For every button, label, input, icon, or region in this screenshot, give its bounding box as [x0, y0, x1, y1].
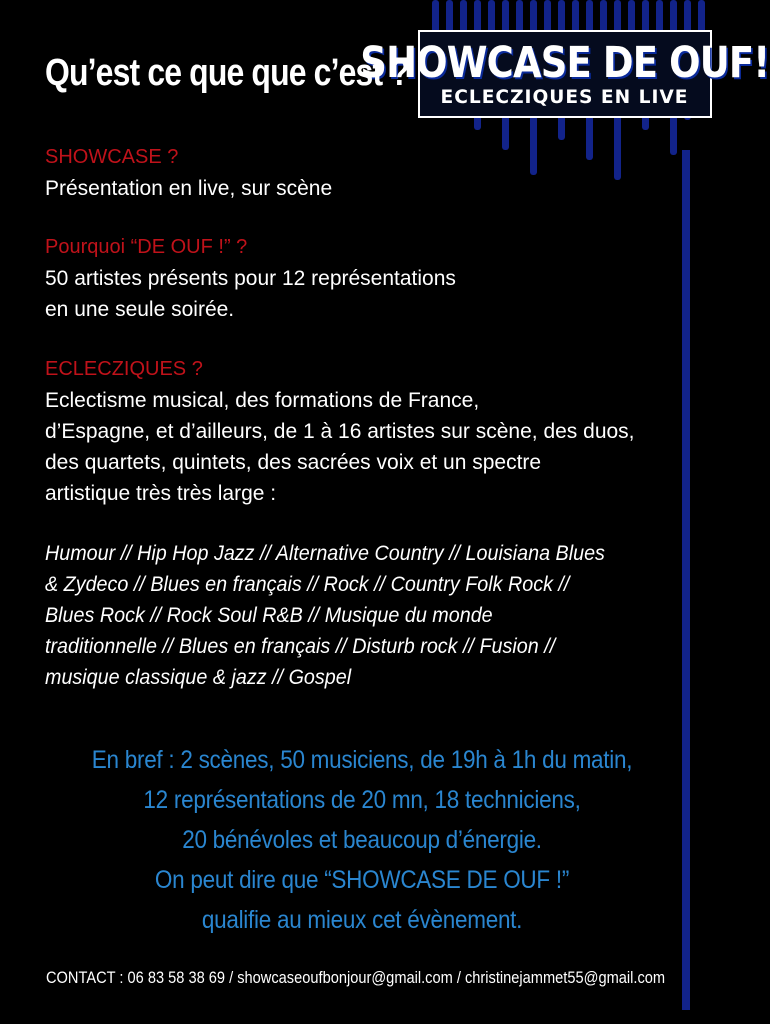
summary-line: On peut dire que “SHOWCASE DE OUF !” — [154, 866, 570, 894]
section-question: Pourquoi “DE OUF !” ? — [45, 236, 248, 258]
logo-subtitle: ECLECZIQUES EN LIVE — [441, 86, 689, 108]
summary — [0, 740, 724, 940]
logo-title: SHOWCASE DE OUF! — [360, 38, 770, 88]
section-answer-line: des quartets, quintets, des sacrées voix et un spectre — [45, 451, 542, 474]
page-title: Qu’est ce que que c’est ? — [45, 52, 409, 94]
section-answer-line: en une seule soirée. — [45, 298, 235, 321]
section-question: SHOWCASE ? — [45, 146, 179, 168]
genre-list — [45, 538, 618, 693]
section-answer-line: d’Espagne, et d’ailleurs, de 1 à 16 artistes sur scène, des duos, — [45, 420, 635, 443]
genre-line: & Zydeco // Blues en français // Rock // Country Folk Rock // — [45, 573, 570, 596]
genre-line: traditionnelle // Blues en français // Disturb rock // Fusion // — [45, 635, 556, 658]
section-question: ECLECZIQUES ? — [45, 358, 203, 380]
section-answer-line: Présentation en live, sur scène — [45, 177, 333, 200]
section-showcase — [45, 142, 332, 204]
summary-line: En bref : 2 scènes, 50 musiciens, de 19h à 1h du matin, — [91, 746, 633, 774]
section-answer-line: Eclectisme musical, des formations de France, — [45, 389, 480, 412]
summary-line: 20 bénévoles et beaucoup d’énergie. — [182, 826, 542, 854]
event-logo — [360, 30, 770, 118]
contact-info: CONTACT : 06 83 58 38 69 / showcaseoufbonjour@gmail.com / christinejammet55@gmail.com — [46, 968, 666, 987]
section-answer-line: artistique très très large : — [45, 482, 277, 505]
section-ecleczique — [45, 354, 635, 509]
summary-line: qualifie au mieux cet évènement. — [201, 906, 523, 934]
genre-line: Blues Rock // Rock Soul R&B // Musique du monde — [45, 604, 493, 627]
section-answer-line: 50 artistes présents pour 12 représentations — [45, 267, 456, 290]
summary-line: 12 représentations de 20 mn, 18 techniciens, — [143, 786, 581, 814]
genre-line: musique classique & jazz // Gospel — [45, 666, 352, 689]
section-pourquoi — [45, 232, 456, 325]
genre-line: Humour // Hip Hop Jazz // Alternative Country // Louisiana Blues — [45, 542, 605, 565]
